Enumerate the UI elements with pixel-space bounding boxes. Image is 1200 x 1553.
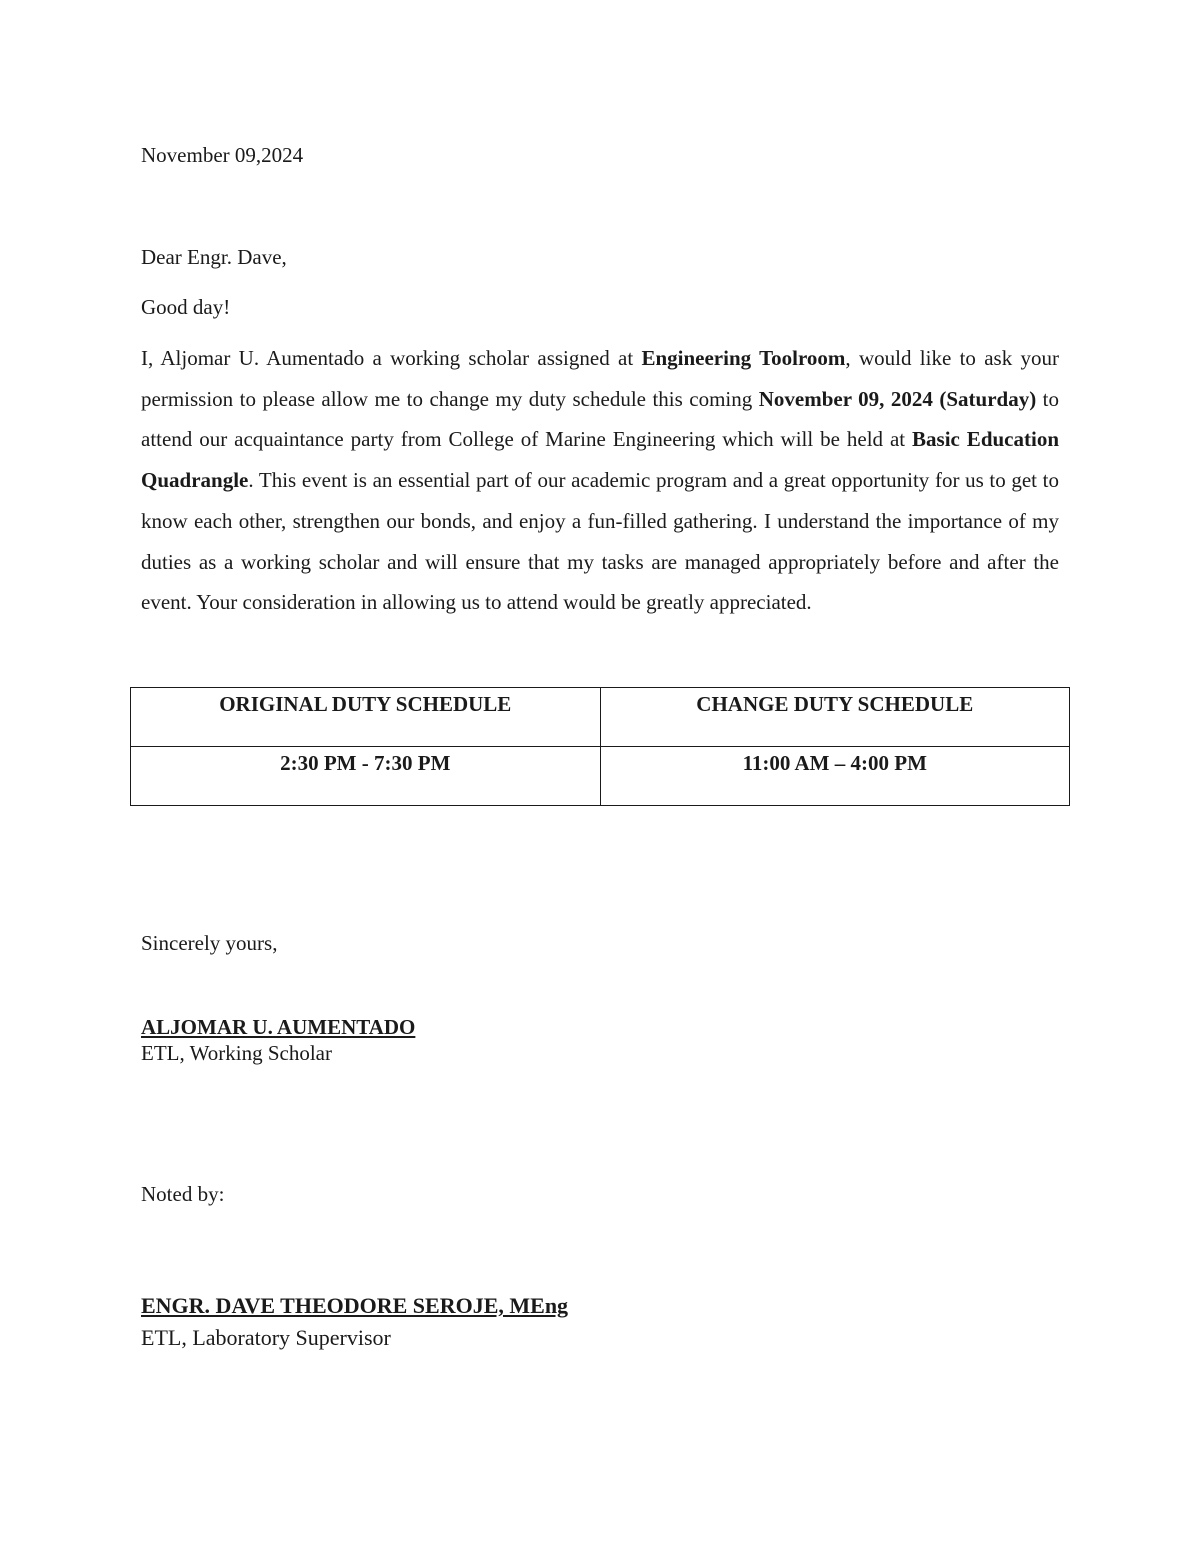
- header-change-schedule: CHANGE DUTY SCHEDULE: [600, 688, 1070, 747]
- noter-name: ENGR. DAVE THEODORE SEROJE, MEng: [141, 1293, 569, 1318]
- closing: Sincerely yours,: [141, 931, 278, 955]
- body-bold-date: November 09, 2024 (Saturday): [758, 386, 1037, 411]
- body-text-4: . This event is an essential part of our academic program and a great opportunity for us to get to know each other, strengthen our bonds, and enjoy a fun-filled gathering. I understand the importance of my duties as a working scholar and will ensure that my tasks are managed appropriately before and after the event. Your consideration in allowing us to attend would be greatly appreciated.: [141, 468, 1059, 615]
- schedule-header-row: [131, 688, 1070, 747]
- schedule-table: [130, 687, 1070, 806]
- schedule-value-row: [131, 747, 1070, 806]
- header-original-schedule: ORIGINAL DUTY SCHEDULE: [131, 688, 601, 747]
- salutation: Dear Engr. Dave,: [141, 245, 287, 269]
- body-paragraph: [141, 338, 1059, 623]
- greeting: Good day!: [141, 295, 231, 319]
- body-text-3: to attend our acquaintance party from College of Marine Engineering which will be held at: [141, 386, 1059, 452]
- letter-date: November 09,2024: [141, 143, 304, 167]
- signer-name: ALJOMAR U. AUMENTADO: [141, 1015, 416, 1039]
- body-bold-toolroom: Engineering Toolroom: [641, 346, 846, 370]
- body-text-2: , would like to ask your permission to please allow me to change my duty schedule this coming: [141, 346, 1059, 411]
- original-schedule-time: 2:30 PM - 7:30 PM: [131, 747, 601, 806]
- noter-title: ETL, Laboratory Supervisor: [141, 1325, 391, 1350]
- body-bold-venue: Basic Education Quadrangle: [141, 427, 1060, 493]
- noted-by-label: Noted by:: [141, 1182, 225, 1206]
- change-schedule-time: 11:00 AM – 4:00 PM: [600, 747, 1070, 806]
- body-text-1: I, Aljomar U. Aumentado a working scholar assigned at: [141, 346, 642, 370]
- signer-title: ETL, Working Scholar: [141, 1041, 332, 1065]
